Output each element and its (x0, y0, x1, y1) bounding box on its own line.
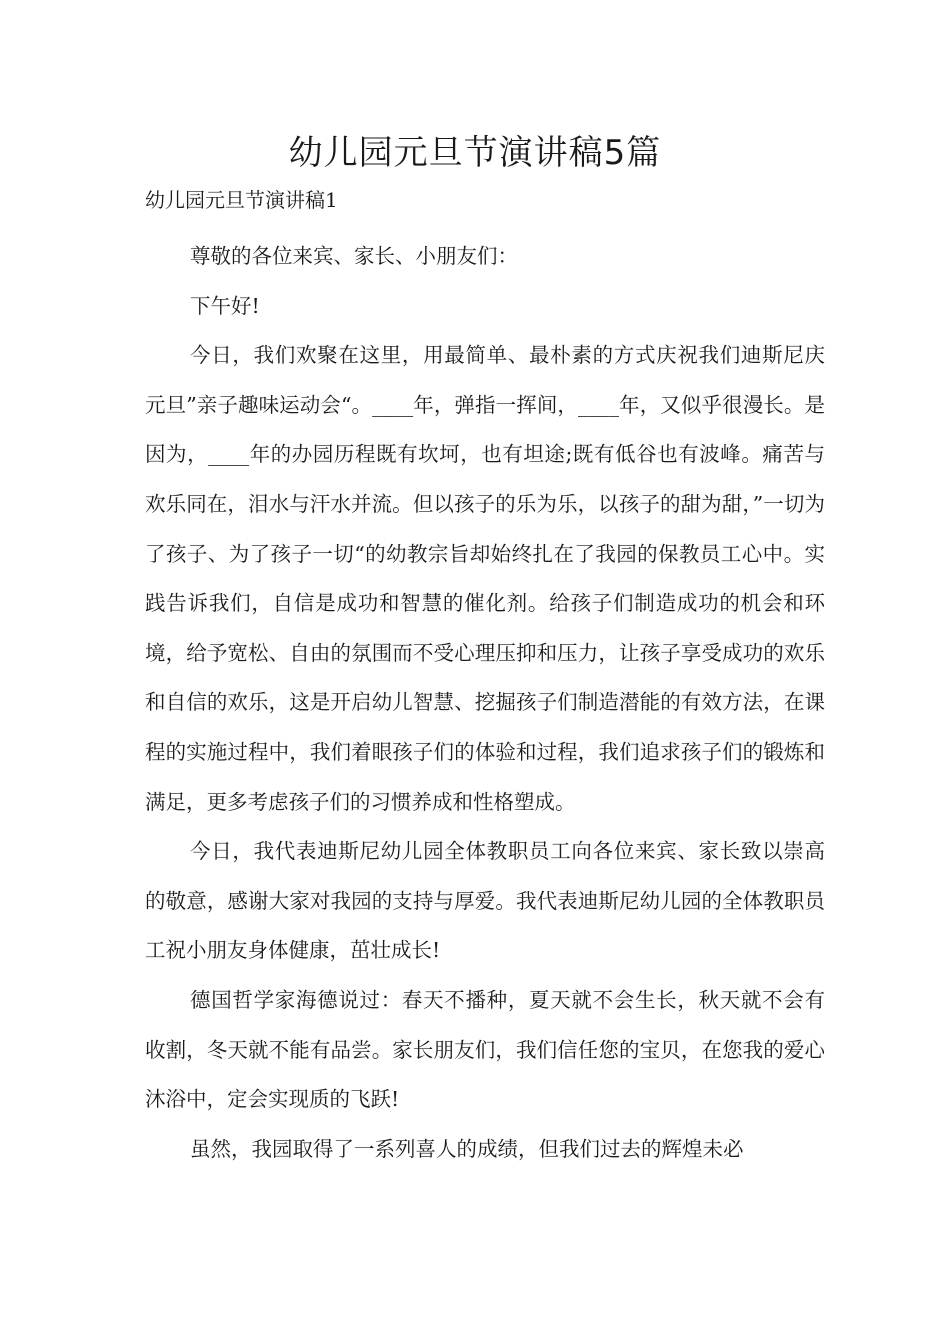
paragraph-salutation: 下午好! (190, 293, 260, 318)
section-heading: 幼儿园元旦节演讲稿1 (145, 188, 338, 212)
document-title: 幼儿园元旦节演讲稿5篇 (288, 133, 662, 173)
document-body (145, 232, 825, 1174)
paragraph-main: 今日，我们欢聚在这里，用最简单、最朴素的方式庆祝我们迪斯尼庆元旦”亲子趣味运动会“。____年，弹指一挥间，____年，又似乎很漫长。是因为，____年的办园历程既有坎坷，也有坦途;既有低谷也有波峰。痛苦与欢乐同在，泪水与汗水并流。但以孩子的乐为乐，以孩子的甜为甜，”一切为了孩子、为了孩子一切“的幼教宗旨却始终扎在了我园的保教员工心中。实践告诉我们，自信是成功和智慧的催化剂。给孩子们制造成功的机会和环境，给予宽松、自由的氛围而不受心理压抑和压力，让孩子享受成功的欢乐和自信的欢乐，这是开启幼儿智慧、挖掘孩子们制造潜能的有效方法，在课程的实施过程中，我们着眼孩子们的体验和过程，我们追求孩子们的锻炼和满足，更多考虑孩子们的习惯养成和性格塑成。 (145, 343, 825, 814)
paragraph-quote: 德国哲学家海德说过：春天不播种，夏天就不会生长，秋天就不会有收割，冬天就不能有品尝。家长朋友们，我们信任您的宝贝，在您我的爱心沐浴中，定会实现质的飞跃! (145, 987, 825, 1112)
paragraph-closing: 虽然，我园取得了一系列喜人的成绩，但我们过去的辉煌未必 (190, 1136, 744, 1161)
paragraph-thanks: 今日，我代表迪斯尼幼儿园全体教职员工向各位来宾、家长致以崇高的敬意，感谢大家对我园的支持与厚爱。我代表迪斯尼幼儿园的全体教职员工祝小朋友身体健康，茁壮成长! (145, 839, 825, 963)
paragraph-greeting: 尊敬的各位来宾、家长、小朋友们： (190, 244, 518, 268)
